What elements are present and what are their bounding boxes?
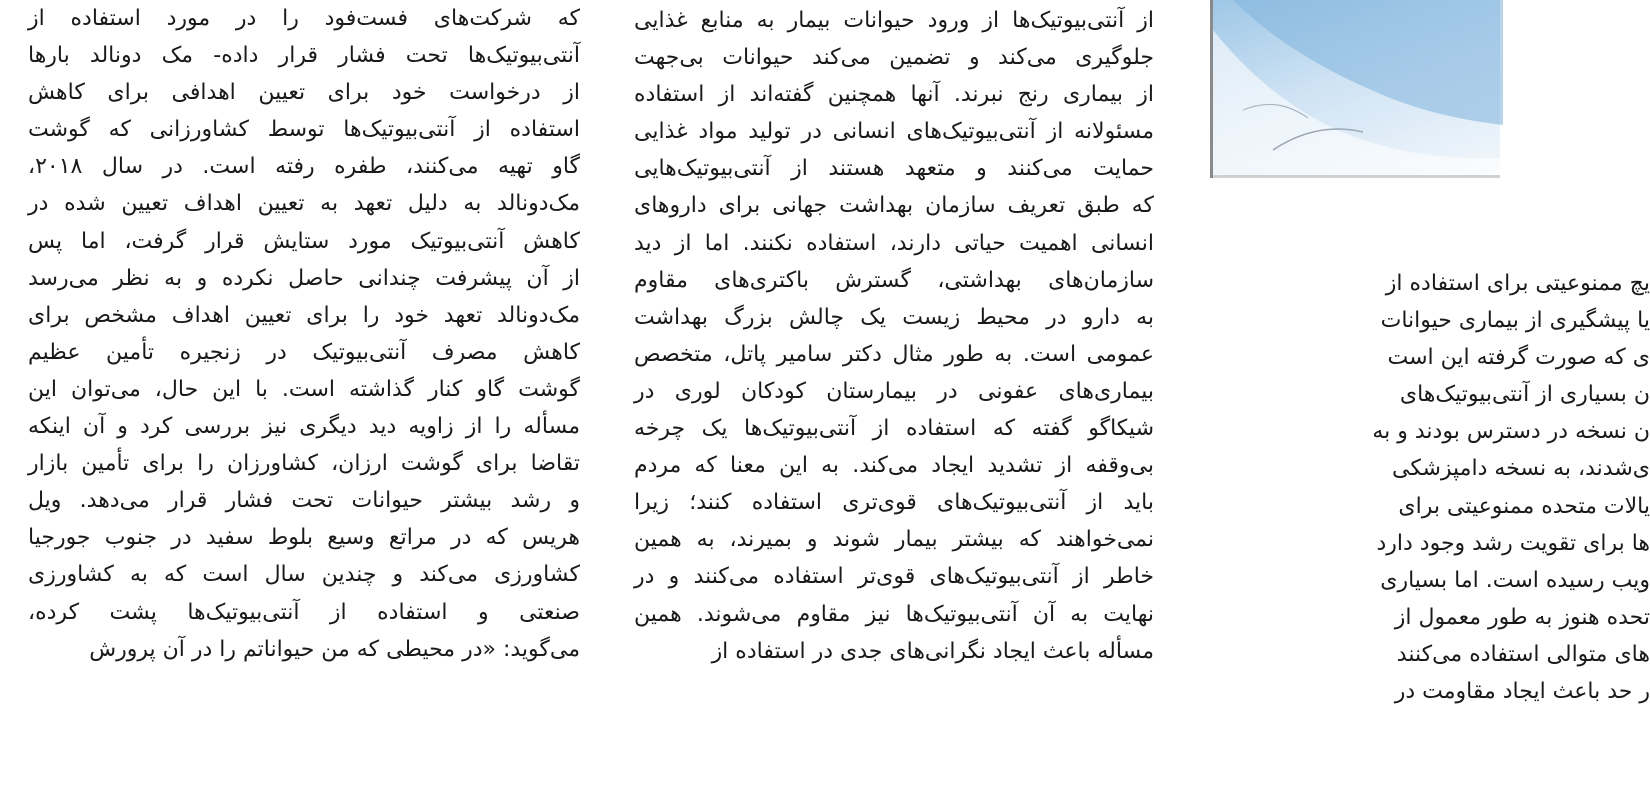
text-line: حمایت می‌کنند و متعهد هستند از آنتی‌بیوتیک‌هایی [634,156,1154,182]
text-line: باید از آنتی‌بیوتیک‌های قوی‌تری استفاده کنند؛ زیرا [634,490,1154,516]
text-line: کشاورزی می‌کند و چندین سال است که به کشاورزی [28,562,580,588]
text-line: هریس که در مراتع وسیع بلوط سفید در جنوب جورجیا [28,525,580,551]
text-line: خاطر از آنتی‌بیوتیک‌های قوی‌تر استفاده می‌کنند و در [634,564,1154,590]
text-line: ی که صورت گرفته این است [1387,345,1650,371]
text-line: تحده هنوز به طور معمول از [1394,604,1650,630]
text-line: صنعتی و استفاده از آنتی‌بیوتیک‌ها پشت کرده، [28,599,580,625]
text-line: گوشت گاو کنار گذاشته است. با این حال، می‌توان این [28,376,580,402]
text-line: جلوگیری می‌کند و تضمین می‌کند حیوانات بی‌جهت [634,45,1154,71]
text-line: ن نسخه در دسترس بودند و به [1372,419,1650,445]
text-line: مسئولانه از آنتی‌بیوتیک‌های انسانی در تولید مواد غذایی [634,119,1154,145]
text-line: عمومی است. به طور مثال دکتر سامیر پاتل، متخصص [634,341,1154,367]
text-line: شیکاگو گفته که استفاده از آنتی‌بیوتیک‌ها یک چرخه [634,416,1154,442]
text-line: بیماری‌های عفونی در بیمارستان کودکان لوری در [634,378,1154,404]
text-line: که طبق تعریف سازمان بهداشت جهانی برای داروهای [634,193,1154,219]
text-line: نهایت به آن آنتی‌بیوتیک‌ها نیز مقاوم می‌شوند. همین [634,601,1154,627]
article-column-left [28,0,580,788]
text-line: سازمان‌های بهداشتی، گسترش باکتری‌های مقاوم [634,267,1154,293]
text-line: آنتی‌بیوتیک‌ها تحت فشار قرار داده- مک دونالد بارها [28,43,580,69]
text-line: که شرکت‌های فست‌فود را در مورد استفاده از [28,6,580,31]
text-line: انسانی اهمیت حیاتی دارند، استفاده نکنند. اما از دید [634,230,1154,256]
article-column-middle [634,0,1154,788]
text-line: بی‌وقفه از تشدید ایجاد می‌کند. به این معنا که مردم [634,453,1154,479]
text-line: کاهش آنتی‌بیوتیک مورد ستایش قرار گرفت، اما پس [28,228,580,254]
text-line: یالات متحده ممنوعیتی برای [1398,493,1650,519]
text-line: مک‌دونالد تعهد خود را برای تعیین اهداف مشخص برای [28,302,580,328]
text-line: از درخواست خود برای تعیین اهدافی برای کاهش [28,80,580,106]
text-line: از آنتی‌بیوتیک‌ها از ورود حیوانات بیمار به منابع غذایی [634,8,1154,33]
text-line: نمی‌خواهند که بیشتر بیمار شوند و بمیرند، به همین [634,527,1154,553]
text-line: از بیماری رنج نبرند. آنها همچنین گفته‌اند از استفاده [634,82,1154,108]
text-line: به دارو در محیط زیست یک چالش بزرگ بهداشت [634,304,1154,330]
text-line: ویب رسیده است. اما بسیاری [1380,567,1650,593]
text-line: استفاده از آنتی‌بیوتیک‌ها توسط کشاورزانی که گوشت [28,117,580,143]
article-photo [1210,0,1500,178]
text-line: تقاضا برای گوشت ارزان، کشاورزان را برای تأمین بازار [28,451,580,477]
text-line: و رشد بیشتر حیوانات تحت فشار قرار می‌دهد. ویل [28,488,580,514]
photo-illustration [1213,0,1503,178]
text-line: گاو تهیه می‌کنند، طفره رفته است. در سال ۲۰۱۸، [28,154,580,180]
text-line: های متوالی استفاده می‌کنند [1396,641,1650,667]
text-line: مک‌دونالد به دلیل تعهد به تعیین اهداف تعیین شده در [28,191,580,217]
text-line: ها برای تقویت رشد وجود دارد [1376,530,1650,556]
text-line: مسأله را از زاویه دید دیگری نیز بررسی کرد و آن اینکه [28,414,580,440]
text-line: می‌گوید: «در محیطی که من حیواناتم را در آن پرورش [89,636,580,662]
text-line: کاهش مصرف آنتی‌بیوتیک در زنجیره تأمین عظیم [28,339,580,365]
text-line: یچ ممنوعیتی برای استفاده از [1385,271,1650,296]
text-line: ن بسیاری از آنتی‌بیوتیک‌های [1399,382,1650,408]
article-column-right [1185,265,1650,788]
text-line: یا پیشگیری از بیماری حیوانات [1380,308,1650,334]
text-line: ی‌شدند، به نسخه دامپزشکی [1391,456,1650,482]
text-line: ر حد باعث ایجاد مقاومت در [1394,679,1650,705]
text-line: مسأله باعث ایجاد نگرانی‌های جدی در استفاده از [711,638,1154,664]
text-line: از آن پیشرفت چندانی حاصل نکرده و به نظر می‌رسد [28,265,580,291]
